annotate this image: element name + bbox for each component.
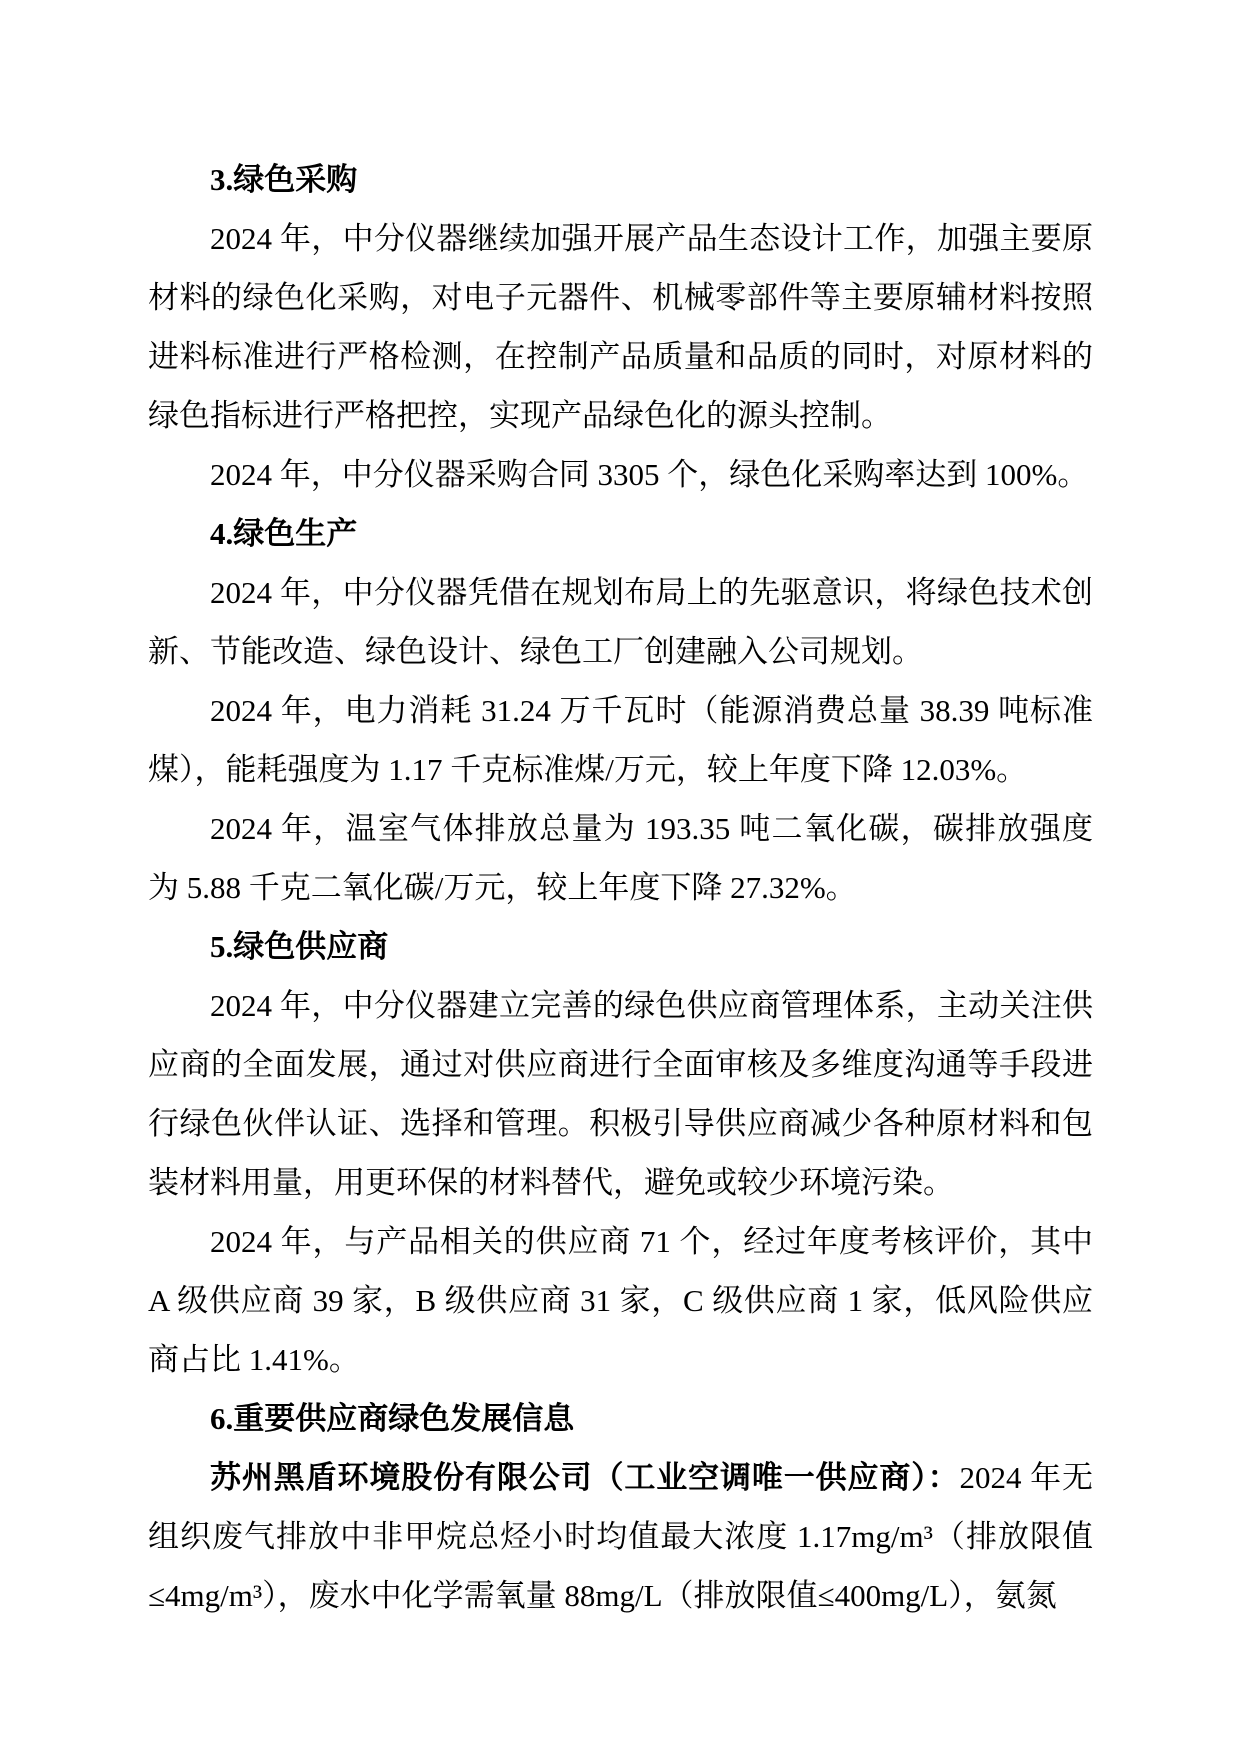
section-heading-green-production: 4.绿色生产 bbox=[210, 516, 358, 551]
section-heading-green-suppliers: 5.绿色供应商 bbox=[210, 929, 389, 964]
paragraph-text: 2024 年无组织废气排放中非甲烷总烃小时均值最大浓度 1.17mg/m³（排放限值≤4mg/m³），废水中化学需氧量 88mg/L（排放限值≤400mg/L），氨氮 bbox=[148, 1460, 1093, 1613]
section-heading-key-supplier-info: 6.重要供应商绿色发展信息 bbox=[210, 1401, 575, 1436]
section-heading-green-procurement: 3.绿色采购 bbox=[210, 162, 358, 197]
paragraph: 2024 年，中分仪器建立完善的绿色供应商管理体系，主动关注供应商的全面发展，通过对供应商进行全面审核及多维度沟通等手段进行绿色伙伴认证、选择和管理。积极引导供应商减少各种原材料和包装材料用量，用更环保的材料替代，避免或较少环境污染。 bbox=[148, 988, 1093, 1200]
paragraph: 2024 年，中分仪器继续加强开展产品生态设计工作，加强主要原材料的绿色化采购，对电子元器件、机械零部件等主要原辅材料按照进料标准进行严格检测，在控制产品质量和品质的同时，对原材料的绿色指标进行严格把控，实现产品绿色化的源头控制。 bbox=[148, 221, 1093, 433]
paragraph: 2024 年，中分仪器凭借在规划布局上的先驱意识，将绿色技术创新、节能改造、绿色设计、绿色工厂创建融入公司规划。 bbox=[148, 575, 1093, 669]
paragraph: 2024 年，中分仪器采购合同 3305 个，绿色化采购率达到 100%。 bbox=[210, 457, 1089, 492]
document-content bbox=[148, 150, 1093, 1625]
paragraph: 2024 年，与产品相关的供应商 71 个，经过年度考核评价，其中 A 级供应商 39 家，B 级供应商 31 家，C 级供应商 1 家，低风险供应商占比 1.41%。 bbox=[148, 1224, 1093, 1377]
paragraph bbox=[148, 1448, 1093, 1625]
paragraph: 2024 年，温室气体排放总量为 193.35 吨二氧化碳，碳排放强度为 5.88 千克二氧化碳/万元，较上年度下降 27.32%。 bbox=[148, 811, 1093, 905]
supplier-name-lead: 苏州黑盾环境股份有限公司（工业空调唯一供应商）： bbox=[210, 1460, 960, 1495]
paragraph: 2024 年，电力消耗 31.24 万千瓦时（能源消费总量 38.39 吨标准煤），能耗强度为 1.17 千克标准煤/万元，较上年度下降 12.03%。 bbox=[148, 693, 1093, 787]
